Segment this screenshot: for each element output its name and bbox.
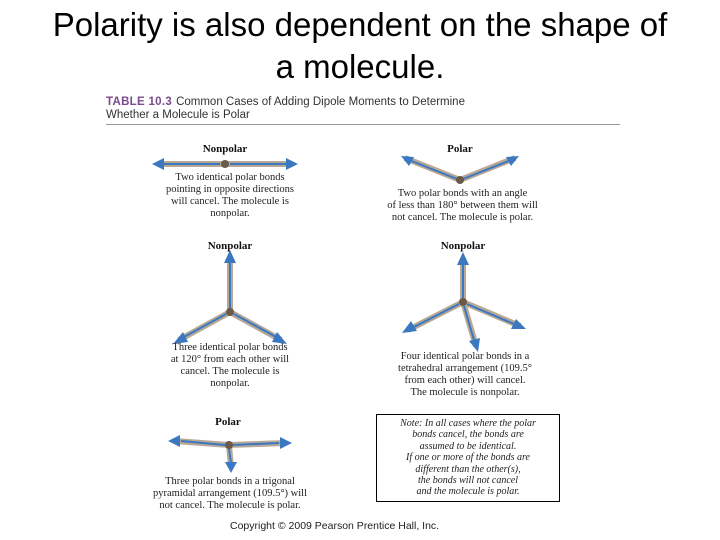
dipole-arrow-left bbox=[168, 435, 180, 447]
dipole-arrow-right bbox=[280, 437, 292, 449]
case-3-caption: Three identical polar bonds at 120° from each other will cancel. The molecule is nonpolar. bbox=[170, 342, 290, 389]
bent-polar-diagram bbox=[395, 150, 525, 190]
table-heading-line-1: Common Cases of Adding Dipole Moments to Determine bbox=[176, 96, 465, 108]
case-5-caption: Three polar bonds in a trigonal pyramidal arrangement (109.5°) will not cancel. The molecule is polar. bbox=[152, 476, 308, 511]
slide-title-line-2: a molecule. bbox=[275, 48, 445, 85]
central-atom bbox=[459, 298, 467, 306]
slide-title-line-1: Polarity is also dependent on the shape of bbox=[52, 6, 668, 43]
copyright-notice: Copyright © 2009 Pearson Prentice Hall, Inc. bbox=[230, 520, 440, 532]
case-2-label: Polar bbox=[447, 143, 473, 155]
central-atom bbox=[456, 176, 464, 184]
tetrahedral-diagram bbox=[400, 252, 530, 352]
case-4-caption: Four identical polar bonds in a tetrahedral arrangement (109.5° from each other) will cancel. The molecule is nonpolar. bbox=[398, 351, 532, 398]
table-number: TABLE 10.3 bbox=[106, 96, 173, 108]
table-rule bbox=[106, 124, 620, 125]
case-5-label: Polar bbox=[215, 416, 241, 428]
case-4-label: Nonpolar bbox=[440, 240, 486, 252]
trigonal-pyramidal-diagram bbox=[165, 425, 295, 475]
dipole-arrow-left bbox=[152, 158, 164, 170]
case-1-caption: Two identical polar bonds pointing in opposite directions will cancel. The molecule is nonpolar. bbox=[165, 172, 295, 219]
dipole-arrow-bottom bbox=[225, 462, 237, 473]
case-2-caption: Two polar bonds with an angle of less than 180° between them will not cancel. The molecule is polar. bbox=[387, 188, 538, 223]
central-atom bbox=[221, 160, 229, 168]
central-atom bbox=[225, 441, 233, 449]
case-3-label: Nonpolar bbox=[207, 240, 253, 252]
trigonal-planar-diagram bbox=[165, 250, 295, 350]
central-atom bbox=[226, 308, 234, 316]
dipole-arrow-right bbox=[286, 158, 298, 170]
case-1-label: Nonpolar bbox=[202, 143, 248, 155]
note-box: Note: In all cases where the polar bonds cancel, the bonds are assumed to be identical. If one or more of the bonds are different than the other(s), the bonds will not cancel and the molecule is polar. bbox=[376, 414, 560, 502]
slide-title bbox=[0, 4, 720, 88]
dipole-arrow-bottom bbox=[469, 338, 480, 352]
table-heading bbox=[106, 96, 620, 125]
table-heading-line-2: Whether a Molecule is Polar bbox=[106, 109, 250, 121]
dipole-arrow-top bbox=[457, 252, 469, 265]
